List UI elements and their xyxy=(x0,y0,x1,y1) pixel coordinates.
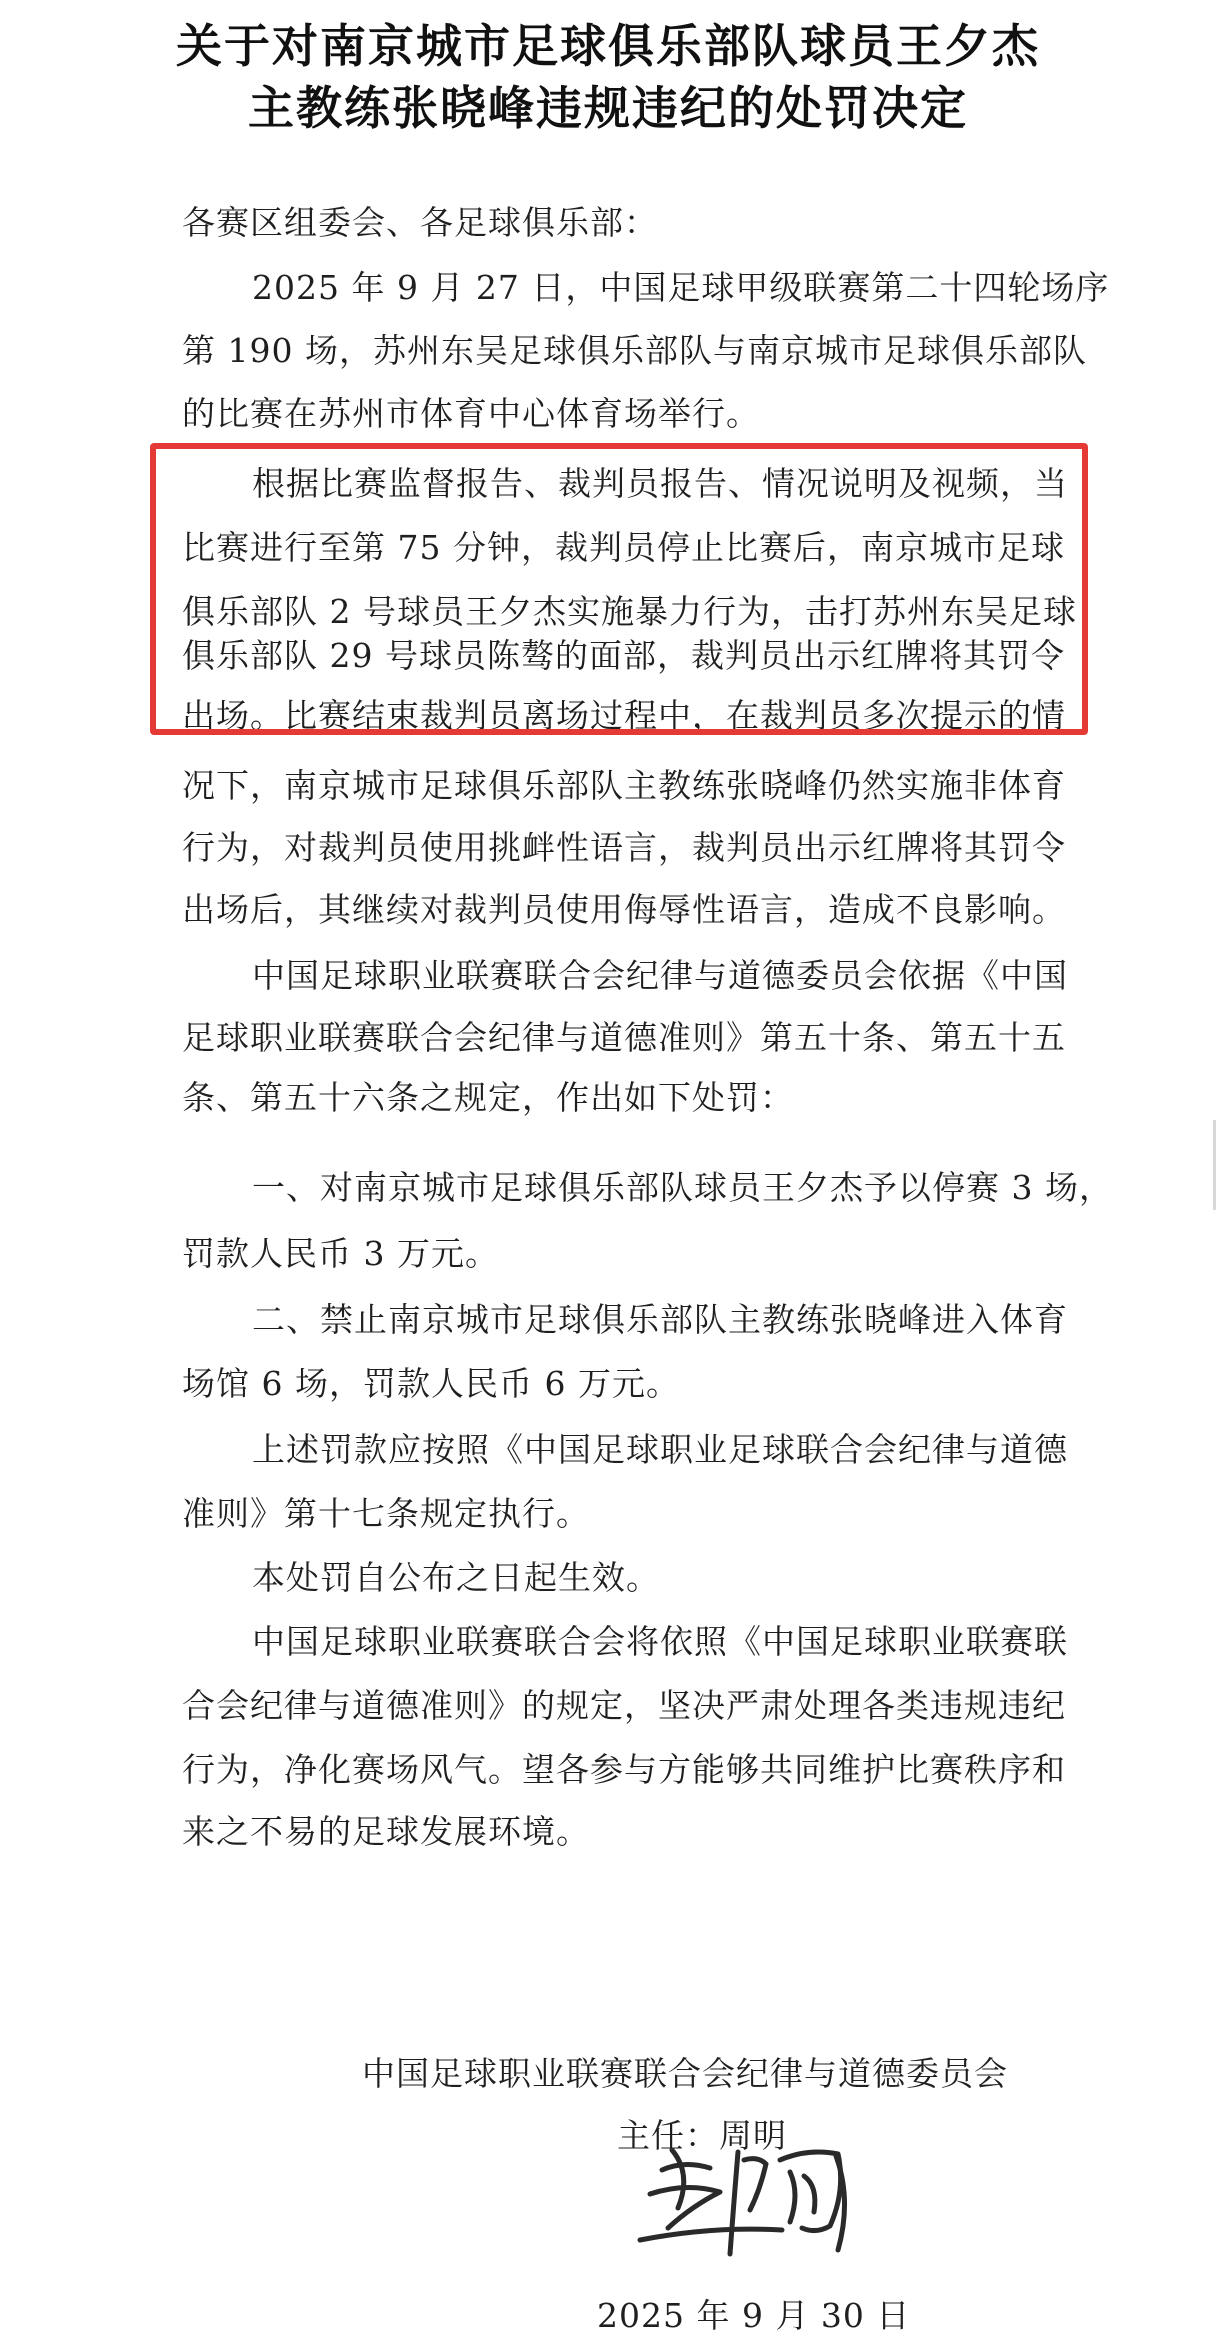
paragraph-4-line-1: 上述罚款应按照《中国足球职业足球联合会纪律与道德 xyxy=(252,1430,1068,1469)
issuer: 中国足球职业联赛联合会纪律与道德委员会 xyxy=(362,2054,1008,2093)
paragraph-6-line-1: 中国足球职业联赛联合会将依照《中国足球职业联赛联 xyxy=(252,1622,1068,1661)
paragraph-3-line-1: 中国足球职业联赛联合会纪律与道德委员会依据《中国 xyxy=(252,956,1068,995)
paragraph-1-line-2: 第 190 场，苏州东吴足球俱乐部队与南京城市足球俱乐部队 xyxy=(182,331,1087,370)
paragraph-2-line-1: 根据比赛监督报告、裁判员报告、情况说明及视频，当 xyxy=(252,464,1068,503)
issue-date: 2025 年 9 月 30 日 xyxy=(597,2296,911,2335)
paragraph-2-line-2: 比赛进行至第 75 分钟，裁判员停止比赛后，南京城市足球 xyxy=(182,528,1065,567)
document-title-line-1: 关于对南京城市足球俱乐部队球员王夕杰 xyxy=(176,19,1040,73)
highlight-box xyxy=(150,443,1088,735)
paragraph-6-line-4: 来之不易的足球发展环境。 xyxy=(182,1812,590,1851)
penalty-2-line-1: 二、禁止南京城市足球俱乐部队主教练张晓峰进入体育 xyxy=(252,1300,1068,1339)
paragraph-5-line-1: 本处罚自公布之日起生效。 xyxy=(252,1558,660,1597)
paragraph-2-line-5: 出场。比赛结束裁判员离场过程中，在裁判员多次提示的情 xyxy=(182,696,1066,735)
paragraph-2-line-8: 出场后，其继续对裁判员使用侮辱性语言，造成不良影响。 xyxy=(182,890,1066,929)
paragraph-2-line-4: 俱乐部队 29 号球员陈骜的面部，裁判员出示红牌将其罚令 xyxy=(182,636,1065,675)
paragraph-4-line-2: 准则》第十七条规定执行。 xyxy=(182,1494,590,1533)
paragraph-2-line-3: 俱乐部队 2 号球员王夕杰实施暴力行为，击打苏州东吴足球 xyxy=(182,592,1077,631)
paragraph-2-line-6: 况下，南京城市足球俱乐部队主教练张晓峰仍然实施非体育 xyxy=(182,766,1066,805)
paragraph-2-line-7: 行为，对裁判员使用挑衅性语言，裁判员出示红牌将其罚令 xyxy=(182,828,1066,867)
handwritten-signature xyxy=(632,2130,868,2260)
paragraph-1-line-3: 的比赛在苏州市体育中心体育场举行。 xyxy=(182,394,760,433)
paragraph-1-line-1: 2025 年 9 月 27 日，中国足球甲级联赛第二十四轮场序 xyxy=(252,268,1110,307)
penalty-1-line-1: 一、对南京城市足球俱乐部队球员王夕杰予以停赛 3 场， xyxy=(252,1168,1113,1207)
penalty-2-line-2: 场馆 6 场，罚款人民币 6 万元。 xyxy=(182,1364,680,1403)
paragraph-6-line-3: 行为，净化赛场风气。望各参与方能够共同维护比赛秩序和 xyxy=(182,1750,1066,1789)
director: 主任：周明 xyxy=(617,2116,787,2155)
penalty-1-line-2: 罚款人民币 3 万元。 xyxy=(182,1234,499,1273)
addressee: 各赛区组委会、各足球俱乐部： xyxy=(182,203,658,242)
paragraph-3-line-3: 条、第五十六条之规定，作出如下处罚： xyxy=(182,1078,794,1117)
paragraph-3-line-2: 足球职业联赛联合会纪律与道德准则》第五十条、第五十五 xyxy=(182,1018,1066,1057)
document-title-line-2: 主教练张晓峰违规违纪的处罚决定 xyxy=(248,81,968,135)
paragraph-6-line-2: 合会纪律与道德准则》的规定，坚决严肃处理各类违规违纪 xyxy=(182,1686,1066,1725)
